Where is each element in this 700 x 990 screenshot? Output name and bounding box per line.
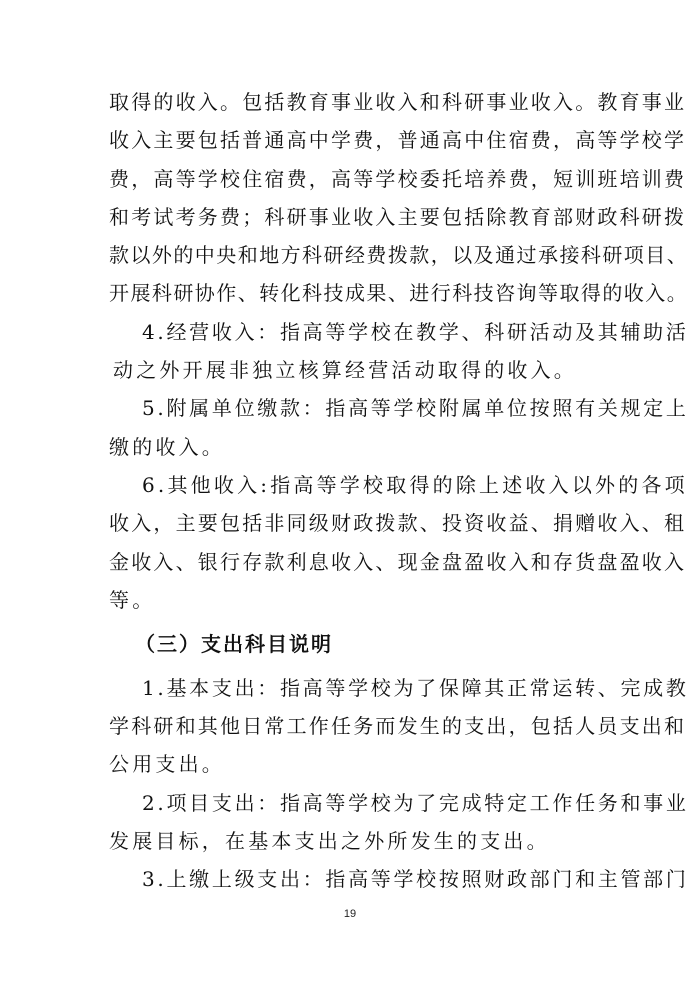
text-line: 缴的收入。 — [109, 435, 225, 459]
text-line: 等。 — [109, 588, 156, 612]
text-line: 1.基本支出：指高等学校为了保障其正常运转、完成教 — [142, 676, 689, 700]
text-line: 2.项目支出：指高等学校为了完成特定工作任务和事业 — [142, 791, 689, 815]
section-heading: （三）支出科目说明 — [135, 632, 333, 656]
text-line: 款以外的中央和地方科研经费拨款，以及通过承接科研项目、 — [109, 243, 689, 267]
text-line: 动之外开展非独立核算经营活动取得的收入。 — [113, 358, 577, 382]
text-line: 收入，主要包括非同级财政拨款、投资收益、捐赠收入、租 — [109, 511, 687, 535]
text-line: 发展目标，在基本支出之外所发生的支出。 — [109, 829, 550, 853]
text-line: 学科研和其他日常工作任务而发生的支出，包括人员支出和 — [109, 714, 687, 738]
text-line: 金收入、银行存款利息收入、现金盘盈收入和存货盘盈收入 — [109, 550, 687, 574]
page-number: 19 — [343, 908, 357, 920]
text-line: 公用支出。 — [109, 752, 225, 776]
text-line: 3.上缴上级支出：指高等学校按照财政部门和主管部门 — [142, 867, 689, 891]
text-line: 和考试考务费；科研事业收入主要包括除教育部财政科研拨 — [109, 205, 687, 229]
text-line: 6.其他收入:指高等学校取得的除上述收入以外的各项 — [142, 473, 688, 497]
text-line: 取得的收入。包括教育事业收入和科研事业收入。教育事业 — [109, 90, 687, 114]
text-line: 5.附属单位缴款：指高等学校附属单位按照有关规定上 — [142, 396, 689, 420]
text-line: 费，高等学校住宿费，高等学校委托培养费，短训班培训费 — [109, 167, 687, 191]
text-line: 收入主要包括普通高中学费，普通高中住宿费，高等学校学 — [109, 128, 687, 152]
text-line: 开展科研协作、转化科技成果、进行科技咨询等取得的收入。 — [109, 281, 689, 305]
text-line: 4.经营收入：指高等学校在教学、科研活动及其辅助活 — [142, 320, 689, 344]
